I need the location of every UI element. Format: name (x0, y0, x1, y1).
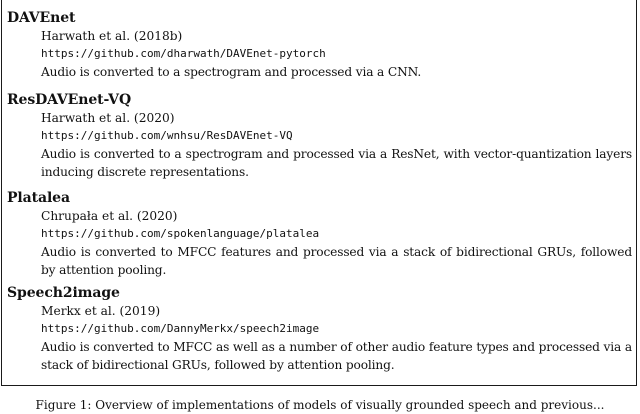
entry-resdavenet-vq (7, 92, 632, 181)
model-name: ResDAVEnet-VQ (7, 92, 132, 108)
models-overview-box (1, 0, 637, 386)
model-name: Speech2image (7, 285, 120, 301)
entry-body (41, 27, 632, 81)
repo-link[interactable]: https://github.com/spokenlanguage/platalea (41, 227, 320, 240)
repo-link[interactable]: https://github.com/wnhsu/ResDAVEnet-VQ (41, 129, 293, 142)
description: Audio is converted to a spectrogram and processed via a ResNet, with vector-quantization layers inducing discrete representations. (41, 147, 632, 179)
reference: Harwath et al. (2018b) (41, 29, 183, 43)
entry-body (41, 302, 632, 374)
model-name: Platalea (7, 190, 70, 206)
figure-caption: Figure 1: Overview of implementations of models of visually grounded speech and previous... (35, 398, 605, 412)
entry-body (41, 207, 632, 279)
repo-link[interactable]: https://github.com/dharwath/DAVEnet-pytorch (41, 47, 326, 60)
reference: Harwath et al. (2020) (41, 111, 175, 125)
repo-link[interactable]: https://github.com/DannyMerkx/speech2image (41, 322, 320, 335)
entry-davenet (7, 10, 632, 81)
entry-platalea (7, 190, 632, 279)
reference: Merkx et al. (2019) (41, 304, 161, 318)
description: Audio is converted to a spectrogram and processed via a CNN. (41, 65, 422, 79)
description: Audio is converted to MFCC features and processed via a stack of bidirectional GRUs, followed by attention pooling. (41, 245, 632, 277)
model-name: DAVEnet (7, 10, 76, 26)
reference: Chrupała et al. (2020) (41, 209, 178, 223)
entry-body (41, 109, 632, 181)
entry-speech2image (7, 285, 632, 374)
description: Audio is converted to MFCC as well as a number of other audio feature types and processed via a stack of bidirectional GRUs, followed by attention pooling. (41, 340, 632, 372)
